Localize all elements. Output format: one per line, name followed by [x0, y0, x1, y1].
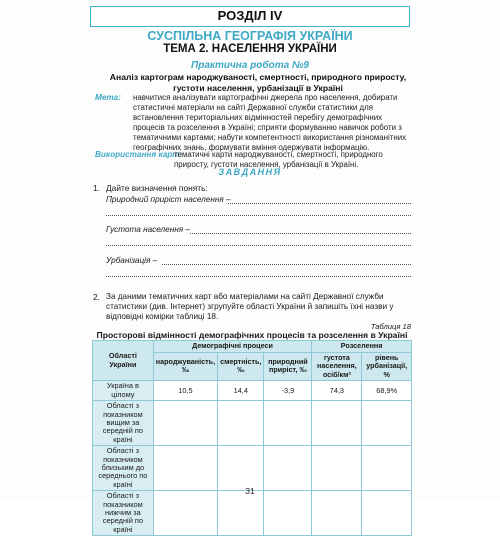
cell-birth: 10,5: [153, 381, 217, 401]
table-number: Таблиця 18: [370, 322, 411, 331]
cell-death[interactable]: [218, 491, 264, 536]
cell-urban[interactable]: [362, 446, 412, 491]
question-2-number: 2.: [93, 292, 100, 302]
col-header-density: густота населення, осіб/км²: [312, 352, 362, 381]
row-label: Області з показником вищим за середній по країні: [93, 401, 154, 446]
col-header-regions: Області України: [93, 341, 154, 381]
maps-text: тематичні карти народжуваності, смертності, природного приросту, густоти населення, урбанізації в Україні.: [174, 150, 383, 169]
theme-title: ТЕМА 2. НАСЕЛЕННЯ УКРАЇНИ: [163, 43, 337, 55]
cell-density[interactable]: [312, 491, 362, 536]
cell-urban[interactable]: [362, 491, 412, 536]
table-row: [93, 381, 412, 401]
cell-death[interactable]: [218, 401, 264, 446]
row-label: Україна в цілому: [93, 381, 154, 401]
term-natural-growth: Природний приріст населення –: [106, 195, 231, 204]
practical-work-subtitle: Аналіз картограм народжуваності, смертності, природного приросту, густоти населення, урбанізації в Україні: [109, 72, 407, 93]
answer-line[interactable]: [162, 264, 411, 265]
goal-label: Мета:: [95, 93, 121, 102]
cell-birth[interactable]: [153, 446, 217, 491]
col-header-birth-rate: народжуваність, ‰: [153, 352, 217, 381]
cell-growth: -3,9: [264, 381, 312, 401]
term-density: Густота населення –: [106, 225, 190, 234]
col-header-death-rate: смертність, ‰: [218, 352, 264, 381]
cell-density: 74,3: [312, 381, 362, 401]
cell-birth[interactable]: [153, 401, 217, 446]
demographics-table: [92, 340, 412, 536]
maps-label: Використання карт:: [95, 150, 183, 159]
term-urbanization: Урбанізація –: [106, 256, 158, 265]
cell-growth[interactable]: [264, 446, 312, 491]
cell-growth[interactable]: [264, 491, 312, 536]
col-header-natural-growth: природний приріст, ‰: [264, 352, 312, 381]
group-header-settlement: Розселення: [312, 341, 412, 353]
goal-text: навчитися аналізувати картографічні джерела про населення, добирати статистичні матеріали на сайті Державної служби статистики для встановлення територіальних відмінностей перебігу демографічних процесів та розселення в Україні; сприяти формуванню навичок роботи з тематичними картами; набути компетентності використання різноманітних географічних знань, формувати вміння одержувати інформацію.: [133, 93, 407, 153]
topic-title: СУСПІЛЬНА ГЕОГРАФІЯ УКРАЇНИ: [147, 29, 353, 43]
answer-line[interactable]: [190, 233, 411, 234]
cell-death[interactable]: [218, 446, 264, 491]
cell-growth[interactable]: [264, 401, 312, 446]
question-1-number: 1.: [93, 183, 100, 193]
answer-line[interactable]: [228, 203, 411, 204]
cell-urban[interactable]: [362, 401, 412, 446]
answer-line[interactable]: [106, 276, 411, 277]
question-2-text: За даними тематичних карт або матеріалами на сайті Державної служби статистики (див. Інтернет) згрупуйте області України й запишіть їхні назви у відповідні комірки таблиці 18.: [106, 292, 394, 322]
col-header-urbanization: рівень урбанізації, %: [362, 352, 412, 381]
cell-density[interactable]: [312, 446, 362, 491]
answer-line[interactable]: [106, 245, 411, 246]
row-label: Області з показником близьким до середнього по країні: [93, 446, 154, 491]
practical-work-title: Практична робота №9: [191, 60, 309, 71]
answer-line[interactable]: [106, 215, 411, 216]
table-row: [93, 401, 412, 446]
page-number: 31: [245, 486, 255, 496]
table-row: [93, 446, 412, 491]
row-label: Області з показником нижчим за середній по країні: [93, 491, 154, 536]
section-title: РОЗДІЛ IV: [90, 6, 410, 27]
cell-density[interactable]: [312, 401, 362, 446]
table-row: [93, 491, 412, 536]
group-header-demographic: Демографічні процеси: [153, 341, 311, 353]
cell-birth[interactable]: [153, 491, 217, 536]
table-caption: Просторові відмінності демографічних процесів та розселення в Україні: [96, 330, 408, 340]
question-1-text: Дайте визначення понять:: [106, 183, 208, 193]
cell-death: 14,4: [218, 381, 264, 401]
cell-urban: 68,9%: [362, 381, 412, 401]
table-header-row: [93, 341, 412, 353]
tasks-heading: ЗАВДАННЯ: [218, 167, 282, 177]
